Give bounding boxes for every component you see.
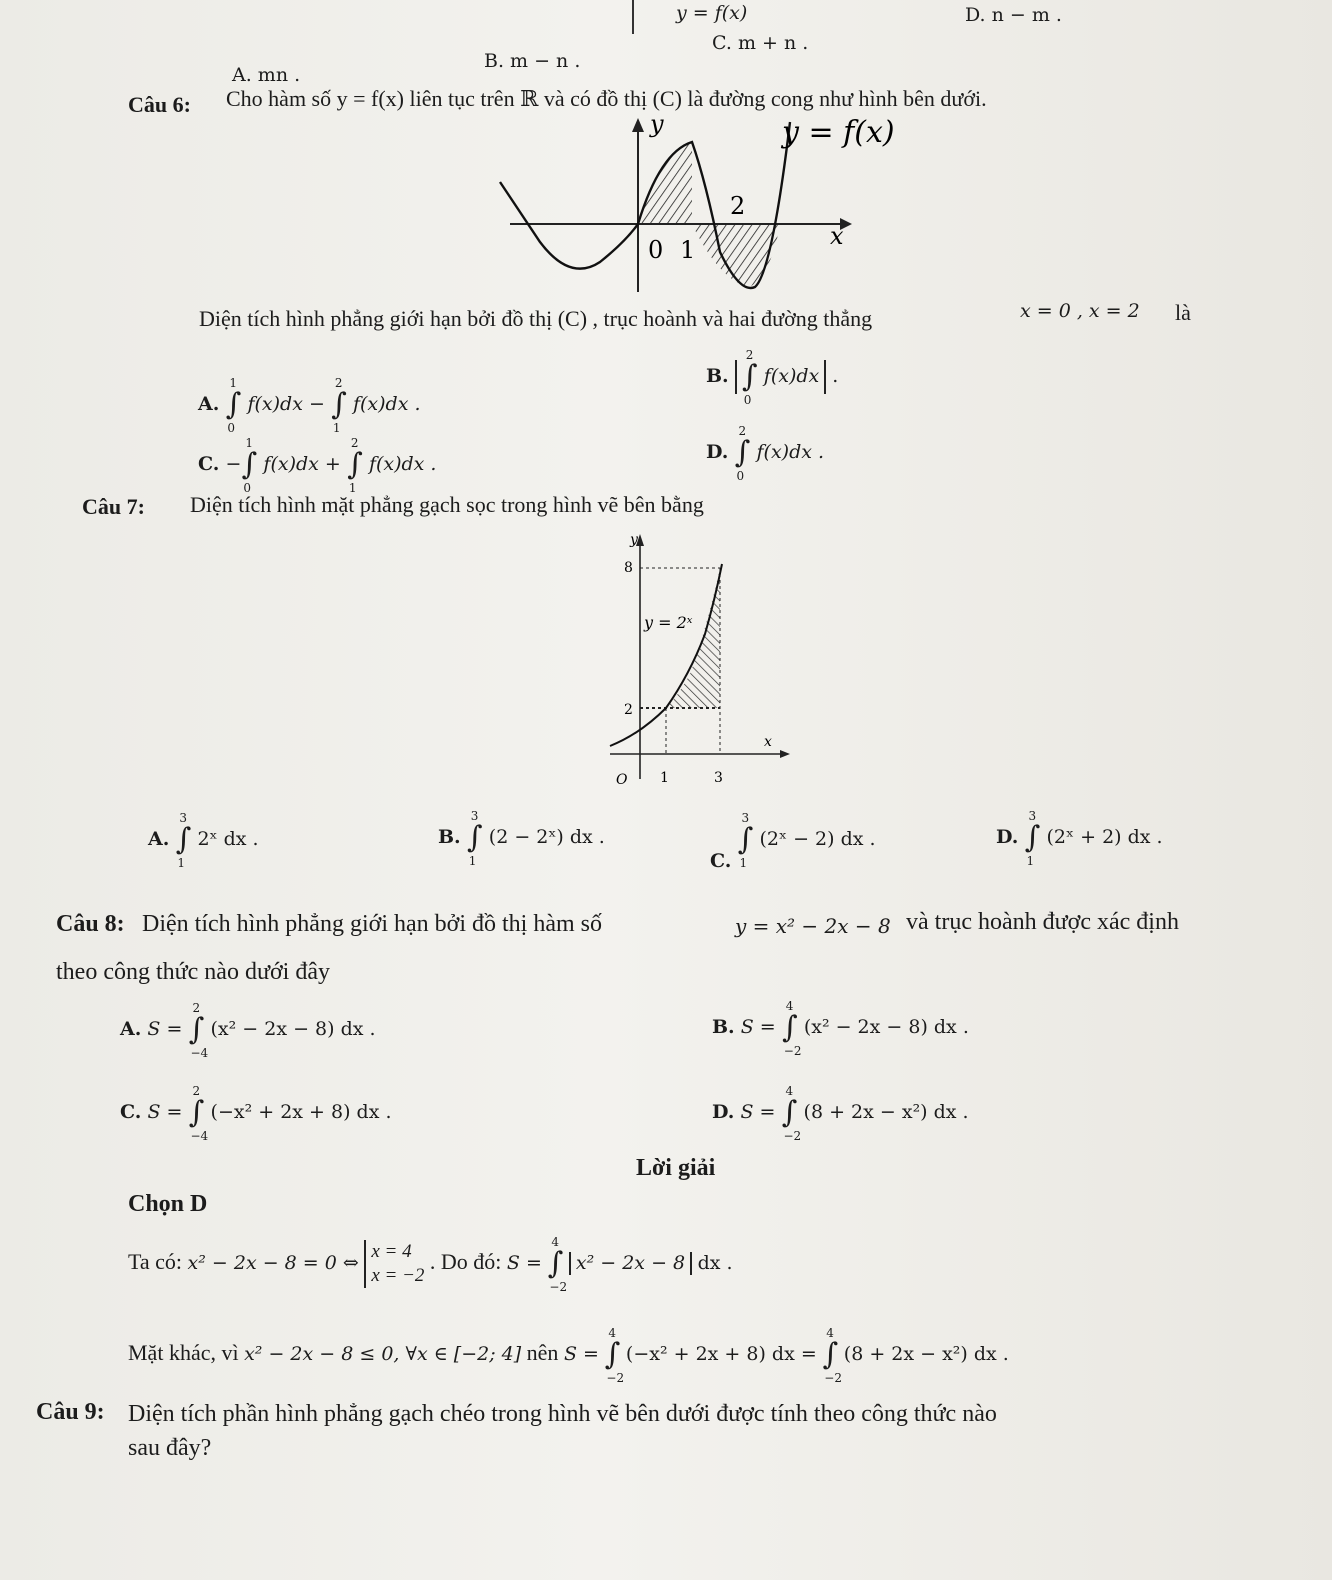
solution-choice: Chọn D xyxy=(128,1191,208,1217)
q8-label: Câu 8: xyxy=(56,911,125,937)
q8-b-label: B. xyxy=(712,1016,735,1038)
q7-graph xyxy=(600,524,800,794)
q7-hatched-region xyxy=(666,568,720,708)
q6-graph-curve-label: y = f(x) xyxy=(782,115,895,150)
q8-option-a[interactable]: A. S = ∫ 2 −4 (x² − 2x − 8) dx . xyxy=(120,1001,376,1060)
q6-d-label: D. xyxy=(706,441,729,463)
top-option-c: C. m + n . xyxy=(712,32,809,54)
q8-d-label: D. xyxy=(712,1101,735,1123)
q7-c-formula: (2ˣ − 2) dx . xyxy=(759,828,876,850)
q9-label: Câu 9: xyxy=(36,1399,105,1425)
q7-a-label: A. xyxy=(148,828,170,850)
q6-a-formula-1: f(x)dx − xyxy=(247,393,325,415)
q6-d-formula: f(x)dx . xyxy=(756,441,825,463)
q7-option-d[interactable]: D. ∫ 3 1 (2ˣ + 2) dx . xyxy=(996,809,1163,868)
q6-option-c[interactable]: C. −∫ 1 0 f(x)dx + ∫ 2 1 f(x)dx . xyxy=(198,436,437,495)
q7-graph-origin: O xyxy=(616,772,628,788)
q6-graph-tick-2: 2 xyxy=(730,192,746,220)
q7-option-a[interactable]: A. ∫ 3 1 2ˣ dx . xyxy=(148,811,259,870)
q7-b-formula: (2 − 2ˣ) dx . xyxy=(488,826,605,848)
q6-graph xyxy=(480,112,920,302)
q7-option-b[interactable]: B. ∫ 3 1 (2 − 2ˣ) dx . xyxy=(438,809,605,868)
top-option-d: D. n − m . xyxy=(965,4,1062,26)
q7-text: Diện tích hình mặt phẳng gạch sọc trong hình vẽ bên bằng xyxy=(190,492,704,517)
q7-graph-y-axis-label: y xyxy=(630,532,638,548)
q8-text-2: và trục hoành được xác định xyxy=(906,909,1179,935)
q7-graph-x-axis-label: x xyxy=(764,734,772,750)
solution-line-2: Mặt khác, vì x² − 2x − 8 ≤ 0, ∀x ∈ [−2; 4] nên S = ∫ 4 −2 (−x² + 2x + 8) dx = ∫ 4 −2 (8 + 2x − x²) dx . xyxy=(128,1326,1009,1385)
q6-graph-y-axis-label: y xyxy=(650,112,664,138)
q6-stem: Diện tích hình phẳng giới hạn bởi đồ thị (C) , trục hoành và hai đường thẳng xyxy=(199,306,873,331)
top-graph-label: y = f(x) xyxy=(676,2,748,24)
q6-option-b[interactable]: B. ∫ 2 0 f(x)dx . xyxy=(706,348,839,407)
q8-line-2: theo công thức nào dưới đây xyxy=(56,959,330,985)
q6-option-a[interactable]: A. ∫ 1 0 f(x)dx − ∫ 2 1 f(x)dx . xyxy=(198,376,421,435)
q7-d-label: D. xyxy=(996,826,1019,848)
q7-c-label: C. xyxy=(710,850,732,872)
q8-option-b[interactable]: B. S = ∫ 4 −2 (x² − 2x − 8) dx . xyxy=(712,999,969,1058)
q7-graph-tick-1: 1 xyxy=(660,770,669,786)
q6-label: Câu 6: xyxy=(128,92,191,117)
q8-a-label: A. xyxy=(120,1018,142,1040)
q7-option-c[interactable]: C. ∫ 3 1 (2ˣ − 2) dx . xyxy=(710,811,876,872)
q6-c-label: C. xyxy=(198,453,220,475)
q6-a-formula-2: f(x)dx . xyxy=(352,393,421,415)
q8-d-formula: (8 + 2x − x²) dx . xyxy=(803,1101,969,1123)
q7-d-formula: (2ˣ + 2) dx . xyxy=(1046,826,1163,848)
q8-a-formula: (x² − 2x − 8) dx . xyxy=(210,1018,376,1040)
q8-text: Diện tích hình phẳng giới hạn bởi đồ thị hàm số xyxy=(142,911,602,937)
q9-line-2: sau đây? xyxy=(128,1435,212,1461)
q7-graph-curve-label: y = 2ˣ xyxy=(644,613,693,632)
q7-x-arrow xyxy=(780,750,790,758)
q6-y-arrow xyxy=(632,118,644,132)
q8-func: y = x² − 2x − 8 xyxy=(735,914,891,938)
top-option-b: B. m − n . xyxy=(484,50,581,72)
q6-stem-lines: x = 0 , x = 2 xyxy=(1020,300,1140,322)
q6-stem-end: là xyxy=(1175,300,1191,325)
q8-b-formula: (x² − 2x − 8) dx . xyxy=(803,1016,969,1038)
q7-label: Câu 7: xyxy=(82,494,145,519)
q6-graph-x-axis-label: x xyxy=(830,222,844,250)
q7-graph-tick-8: 8 xyxy=(624,560,633,576)
q8-option-c[interactable]: C. S = ∫ 2 −4 (−x² + 2x + 8) dx . xyxy=(120,1084,392,1143)
q6-c-formula-2: f(x)dx . xyxy=(368,453,437,475)
top-divider xyxy=(632,0,634,34)
q8-c-label: C. xyxy=(120,1101,142,1123)
q7-a-formula: 2ˣ dx . xyxy=(197,828,259,850)
q9-text: Diện tích phần hình phẳng gạch chéo trong hình vẽ bên dưới được tính theo công thức nào xyxy=(128,1401,997,1427)
q6-graph-tick-1: 1 xyxy=(680,236,696,264)
q7-b-label: B. xyxy=(438,826,461,848)
solution-title: Lời giải xyxy=(636,1155,716,1181)
solution-line-1: Ta có: x² − 2x − 8 = 0 ⇔ x = 4 x = −2 . Do đó: S = ∫ 4 −2 x² − 2x − 8 dx . xyxy=(128,1234,733,1294)
q6-option-d[interactable]: D. ∫ 2 0 f(x)dx . xyxy=(706,424,825,483)
q6-a-label: A. xyxy=(198,393,220,415)
q7-graph-tick-2: 2 xyxy=(624,702,633,718)
q8-c-formula: (−x² + 2x + 8) dx . xyxy=(210,1101,392,1123)
q6-text: Cho hàm số y = f(x) liên tục trên ℝ và có đồ thị (C) là đường cong như hình bên dưới. xyxy=(226,86,987,111)
q7-graph-tick-3: 3 xyxy=(714,770,723,786)
q6-b-label: B. xyxy=(706,365,729,387)
q6-c-formula-1: f(x)dx + xyxy=(263,453,341,475)
top-option-a: A. mn . xyxy=(232,64,301,86)
q6-hatched-region-upper xyxy=(638,142,692,224)
q6-b-formula: f(x)dx xyxy=(763,365,820,387)
q6-graph-tick-0: 0 xyxy=(648,236,664,264)
q8-option-d[interactable]: D. S = ∫ 4 −2 (8 + 2x − x²) dx . xyxy=(712,1084,969,1143)
